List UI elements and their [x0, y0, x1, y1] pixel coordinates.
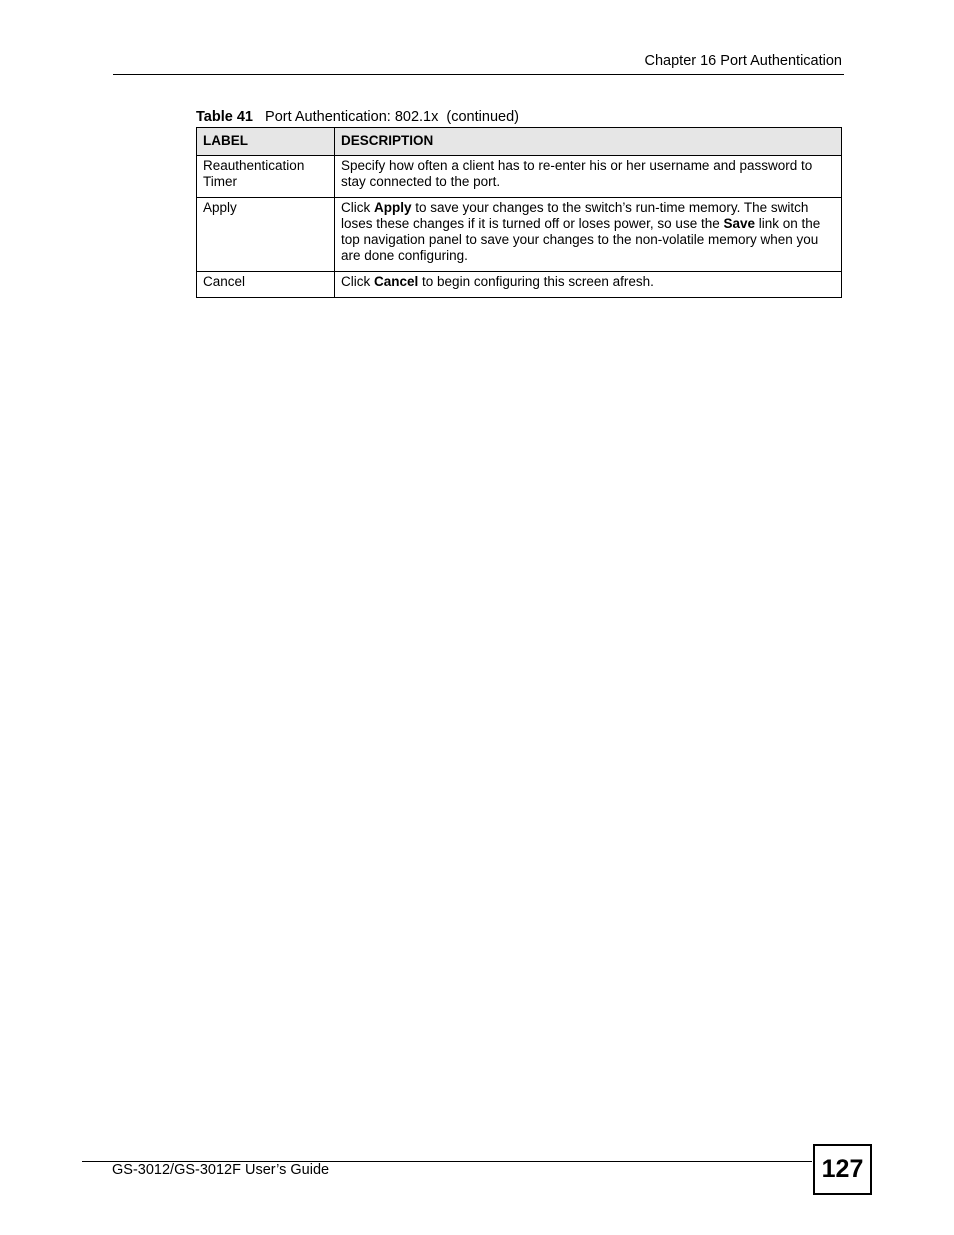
column-header-description: DESCRIPTION [335, 128, 842, 156]
table-row [197, 156, 842, 198]
chapter-header: Chapter 16 Port Authentication [644, 53, 842, 69]
row-label: Cancel [197, 272, 335, 298]
save-keyword: Save [723, 216, 756, 231]
description-text: Click [341, 274, 374, 289]
table-caption-number: Table 41 [196, 109, 253, 125]
row-label: Apply [197, 198, 335, 272]
column-header-label: LABEL [197, 128, 335, 156]
table-caption-title: Port Authentication: 802.1x (continued) [265, 109, 519, 125]
apply-keyword: Apply [374, 200, 412, 215]
description-text: Click [341, 200, 374, 215]
description-text: to begin configuring this screen afresh. [418, 274, 654, 289]
description-text: to save your changes to the switch’s run-time memory. The switch loses these changes if it is turned off or loses power, so use the [341, 200, 809, 231]
row-description [335, 272, 842, 298]
description-table [196, 127, 842, 298]
table-row [197, 272, 842, 298]
row-description [335, 198, 842, 272]
row-description: Specify how often a client has to re-enter his or her username and password to stay connected to the port. [335, 156, 842, 198]
description-text: link on the top navigation panel to save your changes to the non-volatile memory when you are done configuring. [341, 216, 821, 263]
row-label: Reauthentication Timer [197, 156, 335, 198]
table-row [197, 198, 842, 272]
header-divider [113, 74, 844, 75]
cancel-keyword: Cancel [374, 274, 419, 289]
page-number: 127 [813, 1144, 872, 1195]
guide-title: GS-3012/GS-3012F User’s Guide [112, 1162, 330, 1178]
table-header-row [197, 128, 842, 156]
table-caption [196, 108, 519, 126]
